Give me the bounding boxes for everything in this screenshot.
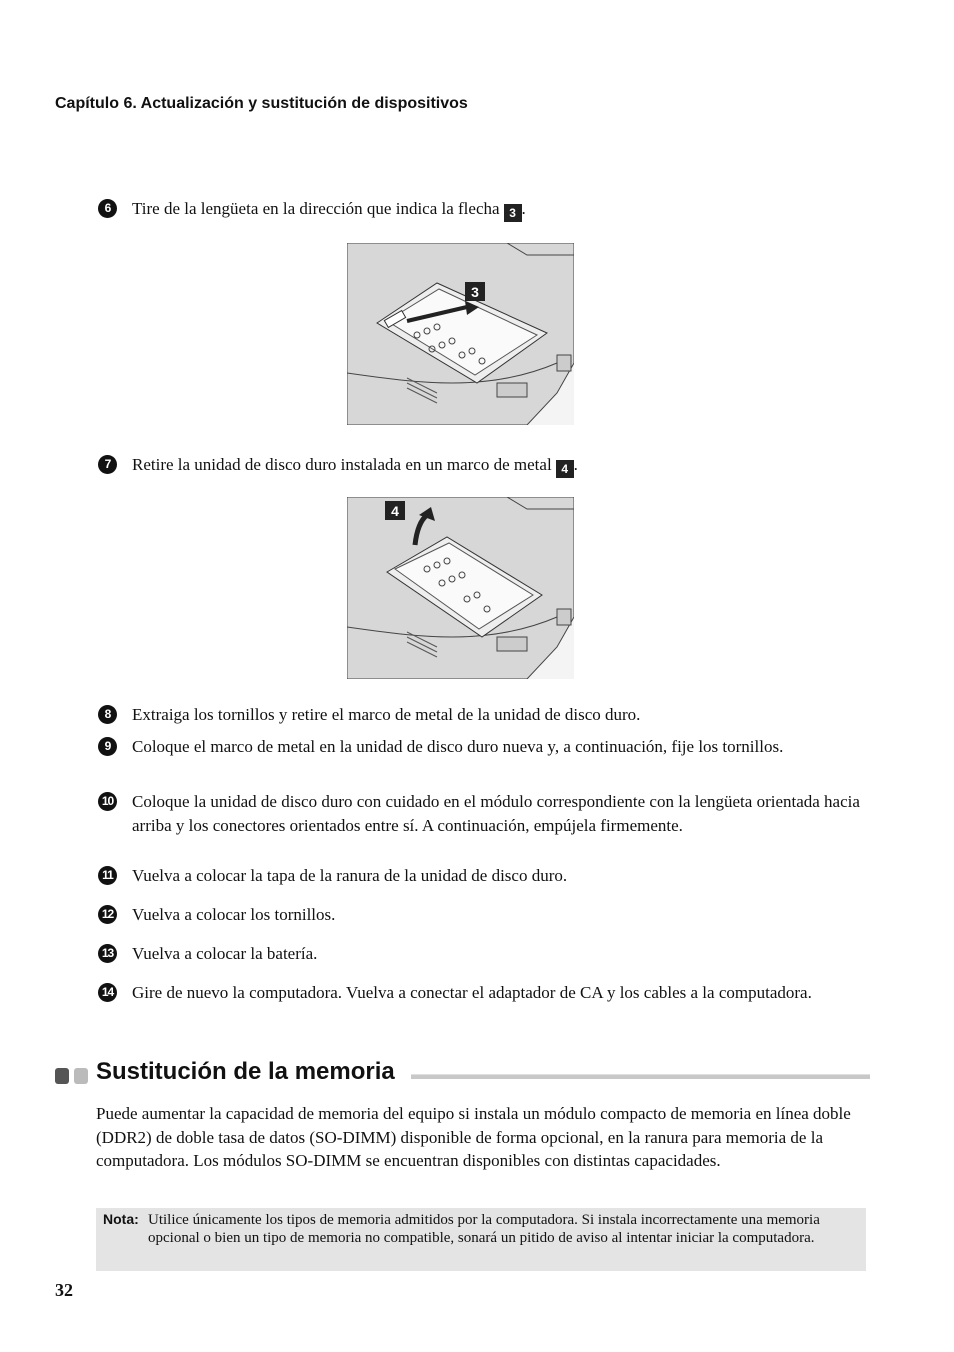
step-suffix: . (573, 455, 578, 474)
hdd-removal-illustration (347, 497, 574, 679)
section-heading (55, 1058, 870, 1092)
hdd-tab-pull-illustration (347, 243, 574, 425)
step-number: 14 (98, 983, 117, 1002)
step-number: 11 (98, 866, 117, 885)
step-number: 6 (98, 199, 117, 218)
page-number: 32 (55, 1280, 73, 1300)
heading-bullet-icon (74, 1068, 88, 1084)
note-label: Nota: (103, 1211, 139, 1227)
figure-callout: 3 (471, 284, 479, 300)
note-text: Utilice únicamente los tipos de memoria admitidos por la computadora. Si instala incorrectamente una memoria opcional o bien un tipo de memoria no compatible, sonará un pitido de aviso al intentar iniciar la computadora. (148, 1212, 820, 1246)
step-text: Gire de nuevo la computadora. Vuelva a conectar el adaptador de CA y los cables a la computadora. (132, 983, 812, 1002)
step-number: 8 (98, 705, 117, 724)
step-text: Tire de la lengüeta en la dirección que indica la flecha (132, 199, 500, 218)
callout-badge: 4 (556, 460, 574, 478)
heading-bullet-icon (55, 1068, 69, 1084)
callout-badge: 3 (504, 204, 522, 222)
step-text: Vuelva a colocar los tornillos. (132, 905, 336, 924)
step-text: Vuelva a colocar la tapa de la ranura de la unidad de disco duro. (132, 866, 568, 885)
note-box (96, 1208, 866, 1271)
step-text: Vuelva a colocar la batería. (132, 944, 318, 963)
chapter-title: Capítulo 6. Actualización y sustitución de dispositivos (55, 95, 468, 112)
step-text: Retire la unidad de disco duro instalada en un marco de metal (132, 455, 552, 474)
section-title: Sustitución de la memoria (96, 1058, 395, 1085)
section-paragraph: Puede aumentar la capacidad de memoria del equipo si instala un módulo compacto de memoria en línea doble (DDR2) de doble tasa de datos (SO-DIMM) disponible de forma opcional, en la ranura para memoria de la computadora. Los módulos SO-DIMM se encuentran disponibles con distintas capacidades. (96, 1104, 851, 1170)
heading-rule (411, 1074, 870, 1079)
step-number: 10 (98, 792, 117, 811)
step-text: Extraiga los tornillos y retire el marco de metal de la unidad de disco duro. (132, 705, 641, 724)
figure-callout: 4 (391, 503, 399, 519)
step-text: Coloque la unidad de disco duro con cuidado en el módulo correspondiente con la lengüeta orientada hacia arriba y los conectores orientados entre sí. A continuación, empújela firmemente. (132, 792, 860, 835)
step-number: 9 (98, 737, 117, 756)
step-suffix: . (521, 199, 526, 218)
step-number: 7 (98, 455, 117, 474)
step-text: Coloque el marco de metal en la unidad de disco duro nueva y, a continuación, fije los tornillos. (132, 737, 784, 756)
step-number: 13 (98, 944, 117, 963)
step-number: 12 (98, 905, 117, 924)
